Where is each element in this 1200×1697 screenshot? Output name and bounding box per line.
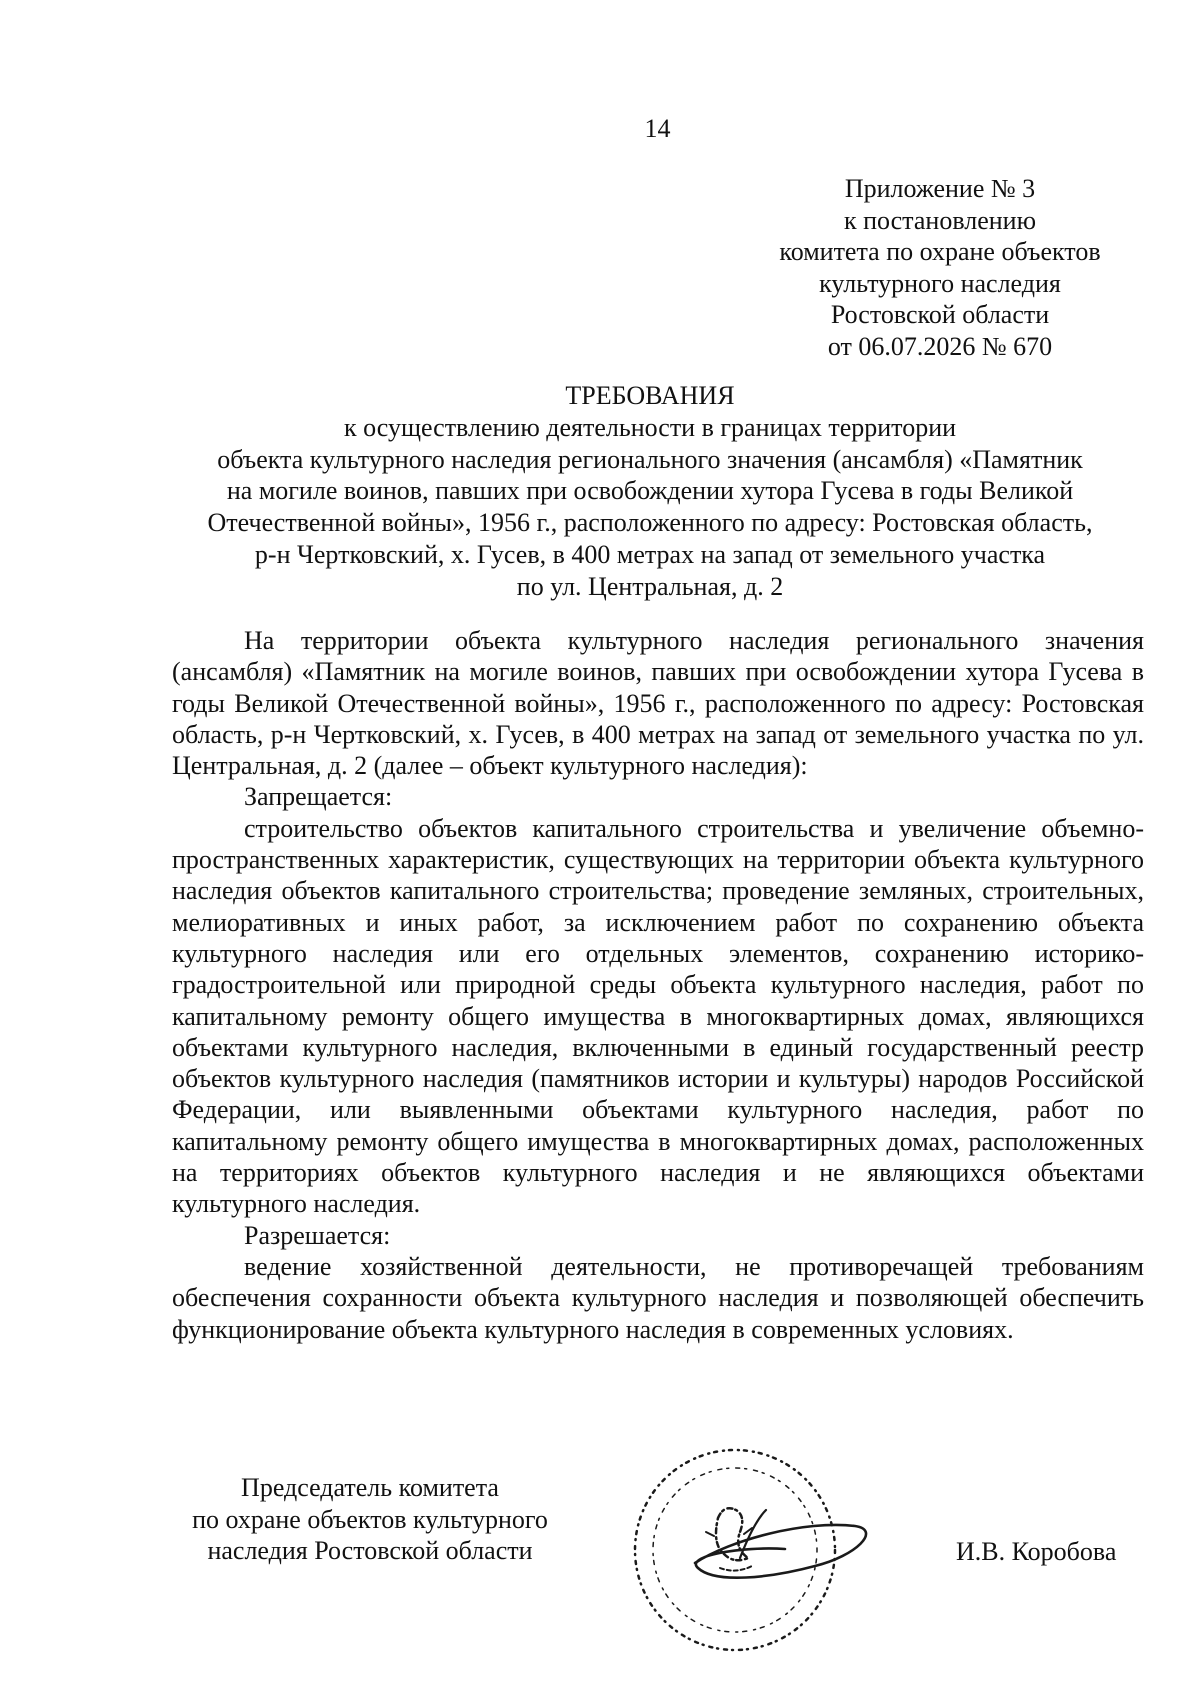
heading-line: на могиле воинов, павших при освобождении хутора Гусева в годы Великой [226, 476, 1074, 506]
appendix-header [740, 173, 1140, 362]
appendix-line: от 06.07.2026 № 670 [827, 331, 1053, 361]
heading-line: по ул. Центральная, д. 2 [516, 571, 784, 601]
document-body [172, 625, 1144, 1345]
allowed-paragraph: ведение хозяйственной деятельности, не противоречащей требованиям обеспечения сохранности объекта культурного наследия и позволяющей обеспечить функционирование объекта культурного наследия в современных условиях. [172, 1251, 1144, 1344]
appendix-line: культурного наследия [819, 268, 1061, 298]
position-line: Председатель комитета [241, 1473, 499, 1502]
appendix-line: к постановлению [843, 205, 1037, 235]
appendix-line: комитета по охране объектов [779, 237, 1101, 266]
document-title: ТРЕБОВАНИЯ [565, 381, 735, 410]
page-number: 14 [644, 114, 671, 143]
intro-paragraph: На территории объекта культурного наследия регионального значения (ансамбля) «Памятник на могиле воинов, павших при освобождении хутора Гусева в годы Великой Отечественной войны», 1956 г., расположенного по адресу: Ростовская область, р-н Чертковский, х. Гусев, в 400 метрах на запад от земельного участка по ул. Центральная, д. 2 (далее – объект культурного наследия): [172, 626, 1144, 781]
position-line: по охране объектов культурного [192, 1504, 548, 1534]
official-seal-with-signature-icon [620, 1428, 880, 1668]
signatory-position [160, 1472, 580, 1567]
document-heading [150, 380, 1150, 603]
heading-line: Отечественной войны», 1956 г., расположенного по адресу: Ростовская область, [207, 508, 1093, 538]
appendix-line: Ростовской области [830, 300, 1050, 329]
allowed-label: Разрешается: [244, 1220, 391, 1250]
heading-line: р-н Чертковский, х. Гусев, в 400 метрах на запад от земельного участка [254, 539, 1046, 569]
prohibited-label: Запрещается: [244, 782, 393, 812]
appendix-line: Приложение № 3 [844, 174, 1036, 203]
prohibited-paragraph: строительство объектов капитального строительства и увеличение объемно-пространственных характеристик, существующих на территории объекта культурного наследия объектов капитального строительства; проведение земляных, строительных, мелиоративных и иных работ, за исключением работ по сохранению объекта культурного наследия или его отдельных элементов, сохранению историко-градостроительной или природной среды объекта культурного наследия, работ по капитальному ремонту общего имущества в многоквартирных домах, являющихся объектами культурного наследия, включенными в единый государственный реестр объектов культурного наследия (памятников истории и культуры) народов Российской Федерации, или выявленными объектами культурного наследия, работ по капитальному ремонту общего имущества в многоквартирных домах, расположенных на территориях объектов культурного наследия и не являющихся объектами культурного наследия. [172, 813, 1144, 1219]
heading-line: к осуществлению деятельности в границах территории [343, 412, 957, 442]
heading-line: объекта культурного наследия регионального значения (ансамбля) «Памятник [217, 444, 1083, 474]
signer-name: И.В. Коробова [956, 1537, 1117, 1566]
position-line: наследия Ростовской области [207, 1536, 533, 1565]
